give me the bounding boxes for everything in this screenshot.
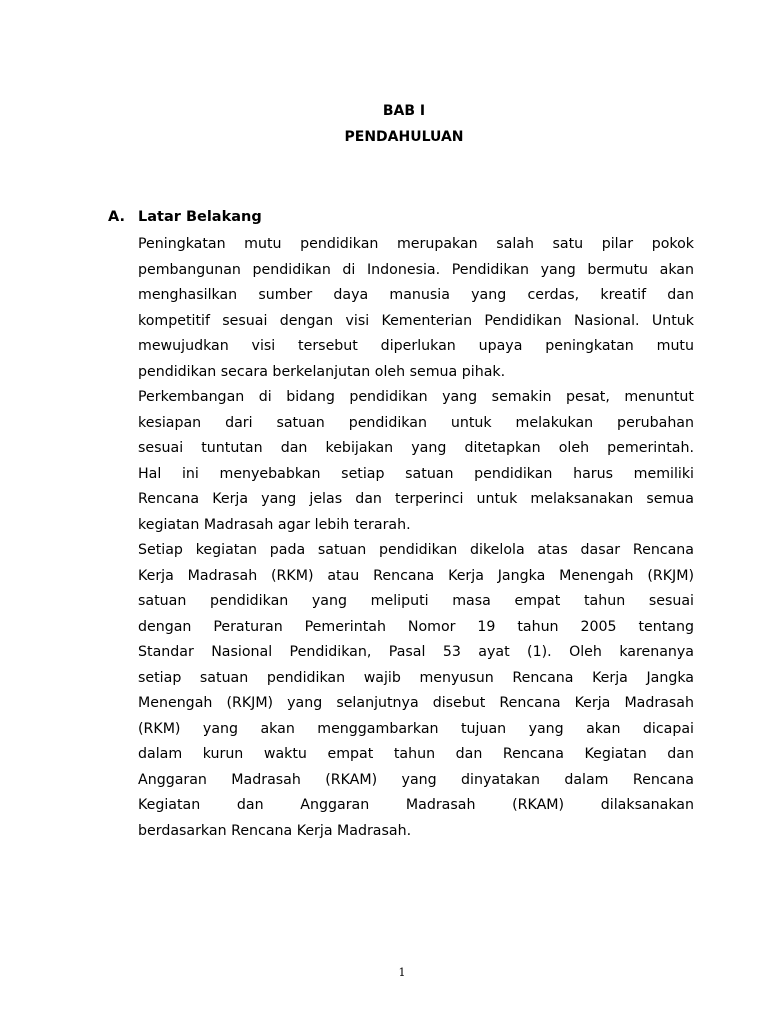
paragraph-line: Peningkatan mutu pendidikan merupakan salah satu pilar pokok: [138, 236, 694, 252]
paragraph-line: Kegiatan dan Anggaran Madrasah (RKAM) dilaksanakan: [138, 797, 694, 813]
paragraph-line: sesuai tuntutan dan kebijakan yang ditetapkan oleh pemerintah.: [138, 440, 694, 456]
section-heading: [108, 208, 262, 226]
paragraph-line: mewujudkan visi tersebut diperlukan upaya peningkatan mutu: [138, 338, 694, 354]
section-body: [138, 232, 694, 844]
paragraph-line: pendidikan secara berkelanjutan oleh semua pihak.: [138, 363, 506, 380]
page-number: 1: [398, 966, 406, 979]
paragraph-line: Rencana Kerja yang jelas dan terperinci untuk melaksanakan semua: [138, 491, 694, 507]
paragraph-line: setiap satuan pendidikan wajib menyusun Rencana Kerja Jangka: [138, 669, 694, 686]
paragraph-line: dalam kurun waktu empat tahun dan Rencana Kegiatan dan: [138, 746, 694, 762]
chapter-title: PENDAHULUAN: [344, 129, 464, 145]
chapter-label: BAB I: [382, 103, 426, 119]
paragraph-line: Setiap kegiatan pada satuan pendidikan dikelola atas dasar Rencana: [138, 542, 694, 558]
paragraph-line: kegiatan Madrasah agar lebih terarah.: [138, 516, 411, 533]
paragraph-1: [138, 232, 694, 385]
paragraph-line: (RKM) yang akan menggambarkan tujuan yang akan dicapai: [138, 720, 694, 737]
paragraph-line: satuan pendidikan yang meliputi masa empat tahun sesuai: [138, 593, 694, 609]
paragraph-line: Kerja Madrasah (RKM) atau Rencana Kerja Jangka Menengah (RKJM): [138, 567, 694, 584]
paragraph-line: Perkembangan di bidang pendidikan yang semakin pesat, menuntut: [138, 389, 694, 405]
paragraph-line: dengan Peraturan Pemerintah Nomor 19 tahun 2005 tentang: [138, 618, 694, 635]
paragraph-line: berdasarkan Rencana Kerja Madrasah.: [138, 822, 412, 839]
paragraph-line: pembangunan pendidikan di Indonesia. Pendidikan yang bermutu akan: [138, 261, 694, 278]
paragraph-line: Anggaran Madrasah (RKAM) yang dinyatakan dalam Rencana: [138, 771, 694, 788]
paragraph-line: kesiapan dari satuan pendidikan untuk melakukan perubahan: [138, 414, 694, 431]
section-marker: A.: [108, 209, 125, 225]
paragraph-line: menghasilkan sumber daya manusia yang cerdas, kreatif dan: [138, 287, 694, 303]
paragraph-2: [138, 385, 694, 538]
paragraph-3: [138, 538, 694, 844]
paragraph-line: Standar Nasional Pendidikan, Pasal 53 ayat (1). Oleh karenanya: [138, 644, 694, 660]
paragraph-line: Hal ini menyebabkan setiap satuan pendidikan harus memiliki: [138, 465, 694, 482]
paragraph-line: Menengah (RKJM) yang selanjutnya disebut Rencana Kerja Madrasah: [138, 695, 694, 711]
section-title: Latar Belakang: [138, 209, 262, 225]
paragraph-line: kompetitif sesuai dengan visi Kementerian Pendidikan Nasional. Untuk: [138, 312, 694, 329]
